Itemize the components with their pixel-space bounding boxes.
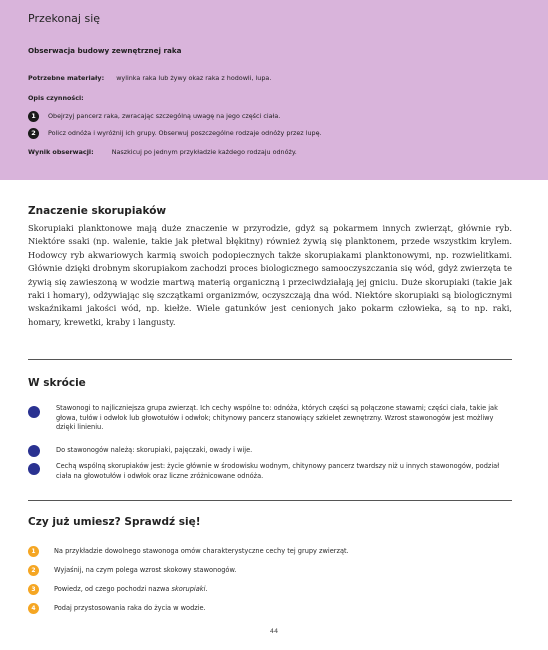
question-text: Wyjaśnij, na czym polega wzrost skokowy stawonogów. [54,566,237,574]
step-text: Obejrzyj pancerz raka, zwracając szczególną uwagę na jego części ciała. [48,112,281,120]
question-text-part: . [205,585,208,593]
materials-label: Potrzebne materiały: [28,74,105,82]
question-text [54,585,208,593]
summary-title: W skrócie [28,377,86,389]
question-text-italic: skorupiaki [171,585,206,593]
bullet-dot [28,463,40,475]
result-text: Naszkicuj po jednym przykładzie każdego rodzaju odnóży. [111,148,297,156]
materials-row [28,74,271,82]
page-number: 44 [269,627,279,635]
step-number: 2 [28,128,39,139]
divider [28,359,512,360]
question-number: 1 [28,546,39,557]
summary-item: Do stawonogów należą: skorupiaki, pajęczaki, owady i wije. [56,446,253,454]
bullet-dot [28,406,40,418]
result-label: Wynik obserwacji: [28,148,94,156]
significance-title: Znaczenie skorupiaków [28,205,167,217]
divider [28,500,512,501]
question-text: Podaj przystosowania raka do życia w wodzie. [54,604,206,612]
step-text: Policz odnóża i wyróżnij ich grupy. Obserwuj poszczególne rodzaje odnóży przez lupę. [48,129,322,137]
question-number: 3 [28,584,39,595]
steps-label: Opis czynności: [28,94,84,102]
summary-item: Stawonogi to najliczniejsza grupa zwierząt. Ich cechy wspólne to: odnóża, których części są połączone stawami; części ciała, takie jak głowa, tułów i odwłok lub głowotułów i odwłok; chitynowy pancerz stanowiący szkielet zewnętrzny. Wzrost stawonogów jest możliwy dzięki linieniu. [56,404,498,432]
question-text-part: Powiedz, od czego pochodzi nazwa [54,585,172,593]
result-row [28,148,297,156]
question-number: 2 [28,565,39,576]
box-subtitle: Obserwacja budowy zewnętrznej raka [28,46,182,55]
materials-text: wylinka raka lub żywy okaz raka z hodowli, lupa. [116,74,272,82]
experiment-box [0,0,548,180]
quiz-title: Czy już umiesz? Sprawdź się! [28,516,201,528]
question-text: Na przykładzie dowolnego stawonoga omów charakterystyczne cechy tej grupy zwierząt. [54,547,349,555]
bullet-dot [28,445,40,457]
box-title: Przekonaj się [28,12,101,25]
significance-paragraph: Skorupiaki planktonowe mają duże znaczenie w przyrodzie, gdyż są pokarmem innych zwierząt, głównie ryb. Niektóre ssaki (np. walenie, takie jak płetwal błękitny) również żywią się planktonem, przede wszystkim krylem. Hodowcy ryb akwariowych karmią swoich podopiecznych także skorupiakami planktonowymi, np. rozwielitkami. Głównie dzięki drobnym skorupiakom zachodzi proces biologicznego samooczyszczania się wód, gdyż zwierzęta te żywią się zawieszoną w wodzie martwą materią organiczną i przeciwdziałają jej gniciu. Duże skorupiaki (takie jak raki i homary), odżywiając się szczątkami organizmów, oczyszczają dna wód. Niektóre skorupiaki są biologicznymi wskaźnikami jakości wód, np. kiełże. Wiele gatunków jest cenionych jako pokarm człowieka, są to np. raki, homary, krewetki, kraby i langusty. [28,223,512,327]
question-number: 4 [28,603,39,614]
summary-item: Cechą wspólną skorupiaków jest: życie głównie w środowisku wodnym, chitynowy pancerz twardszy niż u innych stawonogów, podział ciała na głowotułów i odwłok oraz liczne zróżnicowane odnóża. [56,462,500,480]
step-number: 1 [28,111,39,122]
